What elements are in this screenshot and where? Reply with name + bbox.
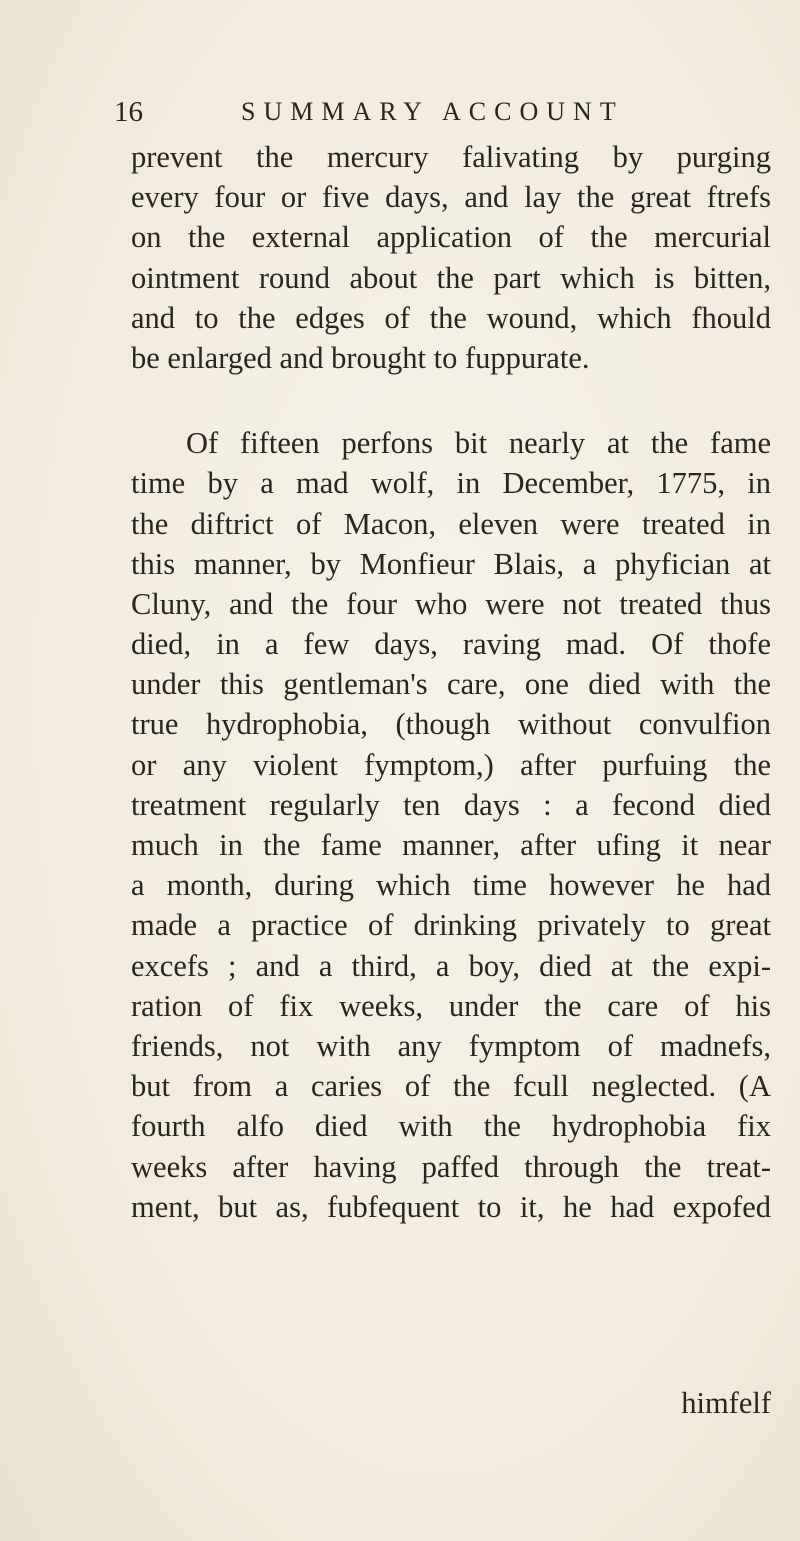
text-line: the diftrict of Macon, eleven were treated in bbox=[131, 506, 771, 541]
text-line: ration of fix weeks, under the care of his bbox=[131, 988, 771, 1023]
text-line: under this gentleman's care, one died with the bbox=[131, 667, 771, 702]
text-line: Of fifteen perfons bit nearly at the fame bbox=[186, 426, 771, 461]
text-line: prevent the mercury falivating by purging bbox=[131, 140, 771, 174]
text-line: excefs ; and a third, a boy, died at the expi- bbox=[131, 948, 771, 983]
text-line: but from a caries of the fcull neglected. (A bbox=[131, 1069, 771, 1104]
page-number: 16 bbox=[114, 96, 143, 128]
text-line: ointment round about the part which is bitten, bbox=[131, 260, 771, 295]
text-line: weeks after having paffed through the treat- bbox=[131, 1149, 771, 1184]
text-line: a month, during which time however he had bbox=[131, 868, 771, 903]
text-line: time by a mad wolf, in December, 1775, in bbox=[131, 466, 771, 501]
text-line: made a practice of drinking privately to great bbox=[131, 908, 771, 943]
text-line: much in the fame manner, after ufing it near bbox=[131, 828, 771, 862]
text-line: Cluny, and the four who were not treated thus bbox=[131, 586, 771, 621]
paragraph-1 bbox=[131, 137, 771, 378]
text-line: this manner, by Monfieur Blais, a phyfician at bbox=[131, 546, 771, 581]
text-line: and to the edges of the wound, which fhould bbox=[131, 300, 771, 335]
text-line: died, in a few days, raving mad. Of thofe bbox=[131, 627, 771, 662]
text-line: on the external application of the mercurial bbox=[131, 220, 771, 255]
text-line: friends, not with any fymptom of madnefs, bbox=[131, 1028, 771, 1063]
text-line: fourth alfo died with the hydrophobia fix bbox=[131, 1109, 771, 1144]
text-line: be enlarged and brought to fuppurate. bbox=[131, 340, 590, 375]
text-line: true hydrophobia, (though without convulfion bbox=[131, 707, 771, 742]
paragraph-gap bbox=[131, 378, 771, 423]
running-head: SUMMARY ACCOUNT bbox=[241, 97, 624, 126]
text-line: ment, but as, fubfequent to it, he had expofed bbox=[131, 1189, 771, 1224]
text-line: treatment regularly ten days : a fecond died bbox=[131, 787, 771, 822]
body-text bbox=[131, 137, 771, 1227]
text-line: every four or five days, and lay the great ftrefs bbox=[131, 180, 771, 215]
catchword: himfelf bbox=[681, 1386, 771, 1420]
page-header bbox=[114, 92, 714, 132]
paragraph-2 bbox=[131, 423, 771, 1227]
text-line: or any violent fymptom,) after purfuing the bbox=[131, 747, 771, 782]
